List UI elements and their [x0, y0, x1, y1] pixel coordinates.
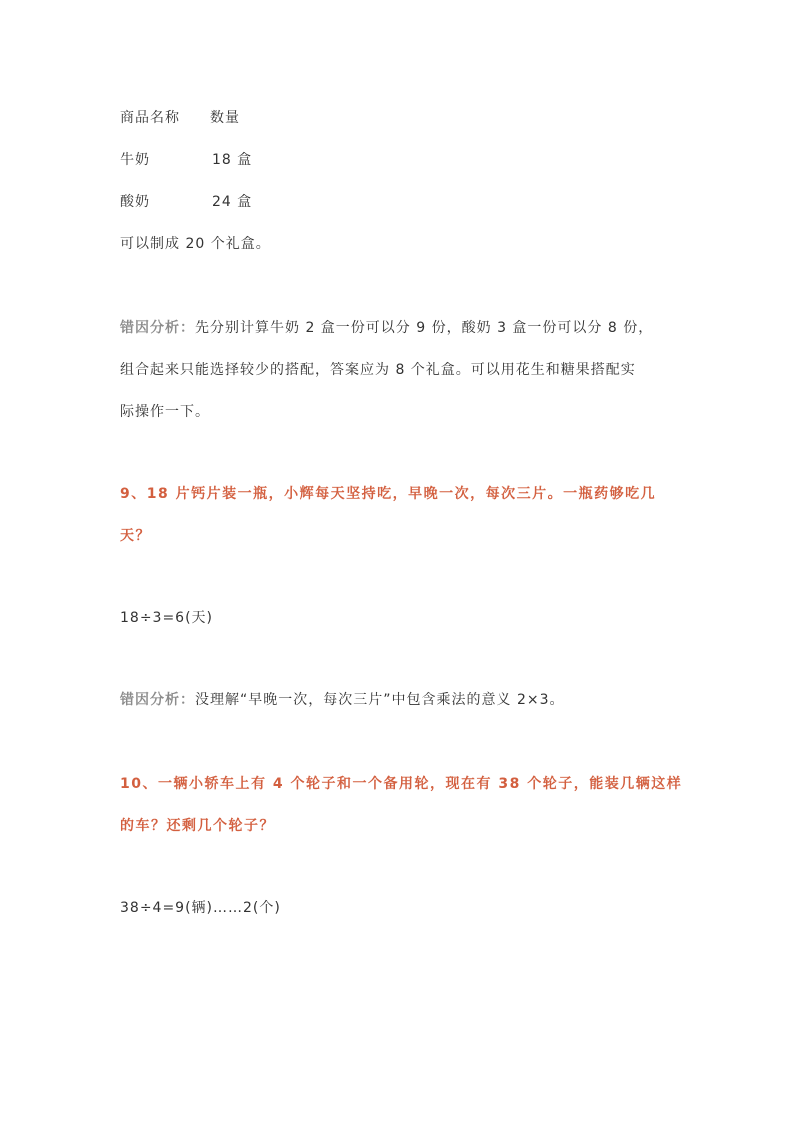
- question-9-line-2: 天？: [120, 528, 151, 544]
- row-product-name: 牛奶: [120, 152, 150, 168]
- row-quantity: 18 盒: [212, 152, 253, 168]
- question-10-answer: 38÷4=9(辆)……2(个): [120, 900, 281, 916]
- result-line: 可以制成 20 个礼盒。: [120, 236, 271, 252]
- header-product-name: 商品名称: [120, 110, 180, 126]
- table-header-row: [120, 108, 240, 128]
- table-row: [120, 192, 253, 212]
- table-row: [120, 150, 253, 170]
- question-10-line-2: 的车？还剩几个轮子？: [120, 818, 275, 834]
- analysis-label: 错因分析：: [120, 692, 195, 708]
- analysis-8-line-3: 际操作一下。: [120, 404, 210, 420]
- analysis-text: 没理解“早晚一次，每次三片”中包含乘法的意义 2×3。: [195, 692, 565, 708]
- analysis-8-line-2: 组合起来只能选择较少的搭配，答案应为 8 个礼盒。可以用花生和糖果搭配实: [120, 362, 636, 378]
- question-10-line-1: 10、一辆小轿车上有 4 个轮子和一个备用轮，现在有 38 个轮子，能装几辆这样: [120, 776, 683, 792]
- analysis-label: 错因分析：: [120, 320, 195, 336]
- question-9-line-1: 9、18 片钙片装一瓶，小辉每天坚持吃，早晚一次，每次三片。一瓶药够吃几: [120, 486, 657, 502]
- header-quantity: 数量: [210, 110, 240, 126]
- row-product-name: 酸奶: [120, 194, 150, 210]
- analysis-9: [120, 690, 565, 710]
- question-9-answer: 18÷3=6(天): [120, 610, 214, 626]
- analysis-text: 先分别计算牛奶 2 盒一份可以分 9 份，酸奶 3 盒一份可以分 8 份，: [195, 320, 654, 336]
- analysis-8-line-1: [120, 318, 653, 338]
- row-quantity: 24 盒: [212, 194, 253, 210]
